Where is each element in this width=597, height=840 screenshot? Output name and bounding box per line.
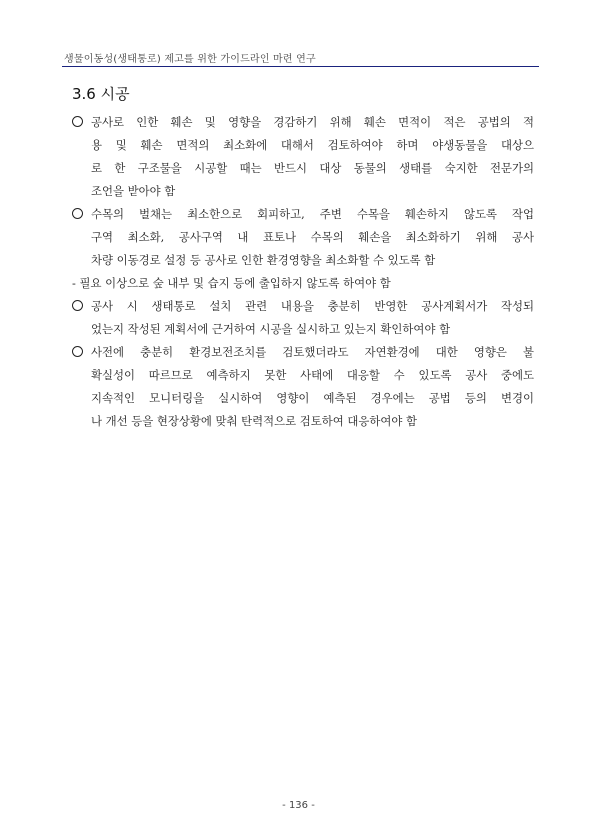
text-line: 공사 시 생태통로 설치 관련 내용을 충분히 반영한 공사계획서가 작성되 (91, 299, 534, 313)
list-item (72, 203, 534, 272)
circle-bullet-icon (72, 346, 83, 357)
body-content (72, 111, 534, 433)
text-line: 차량 이동경로 설정 등 공사로 인한 환경영향을 최소화할 수 있도록 함 (91, 253, 436, 267)
text-line: 용 및 훼손 면적의 최소화에 대해서 검토하여야 하며 야생동물을 대상으 (91, 138, 534, 152)
circle-bullet-icon (72, 208, 83, 219)
text-line: 공사로 인한 훼손 및 영향을 경감하기 위해 훼손 면적이 적은 공법의 적 (91, 115, 534, 129)
page-number: - 136 - (282, 800, 315, 811)
section-title: 3.6 시공 (72, 85, 130, 103)
text-line: 구역 최소화, 공사구역 내 표토나 수목의 훼손을 최소화하기 위해 공사 (91, 230, 534, 244)
text-line: 로 한 구조물을 시공할 때는 반드시 대상 동물의 생태를 숙지한 전문가의 (91, 161, 534, 175)
circle-bullet-icon (72, 300, 83, 311)
text-line: 었는지 작성된 계획서에 근거하여 시공을 실시하고 있는지 확인하여야 함 (91, 322, 451, 336)
text-line: 수목의 벌채는 최소한으로 회피하고, 주변 수목을 훼손하지 않도록 작업 (91, 207, 534, 221)
sub-list-item (72, 272, 534, 295)
list-item (72, 111, 534, 203)
text-line: 나 개선 등을 현장상황에 맞춰 탄력적으로 검토하여 대응하여야 함 (91, 414, 418, 428)
text-line: 확실성이 따르므로 예측하지 못한 사태에 대응할 수 있도록 공사 중에도 (91, 368, 534, 382)
circle-bullet-icon (72, 116, 83, 127)
list-item (72, 295, 534, 341)
text-line: 조언을 받아야 함 (91, 184, 176, 198)
running-header: 생물이동성(생태통로) 제고를 위한 가이드라인 마련 연구 (64, 54, 316, 65)
text-line: - 필요 이상으로 숲 내부 및 습지 등에 출입하지 않도록 하여야 함 (72, 276, 391, 290)
list-item (72, 341, 534, 433)
header-rule (62, 66, 539, 67)
text-line: 지속적인 모니터링을 실시하여 영향이 예측된 경우에는 공법 등의 변경이 (91, 391, 534, 405)
text-line: 사전에 충분히 환경보전조치를 검토했더라도 자연환경에 대한 영향은 불 (91, 345, 534, 359)
